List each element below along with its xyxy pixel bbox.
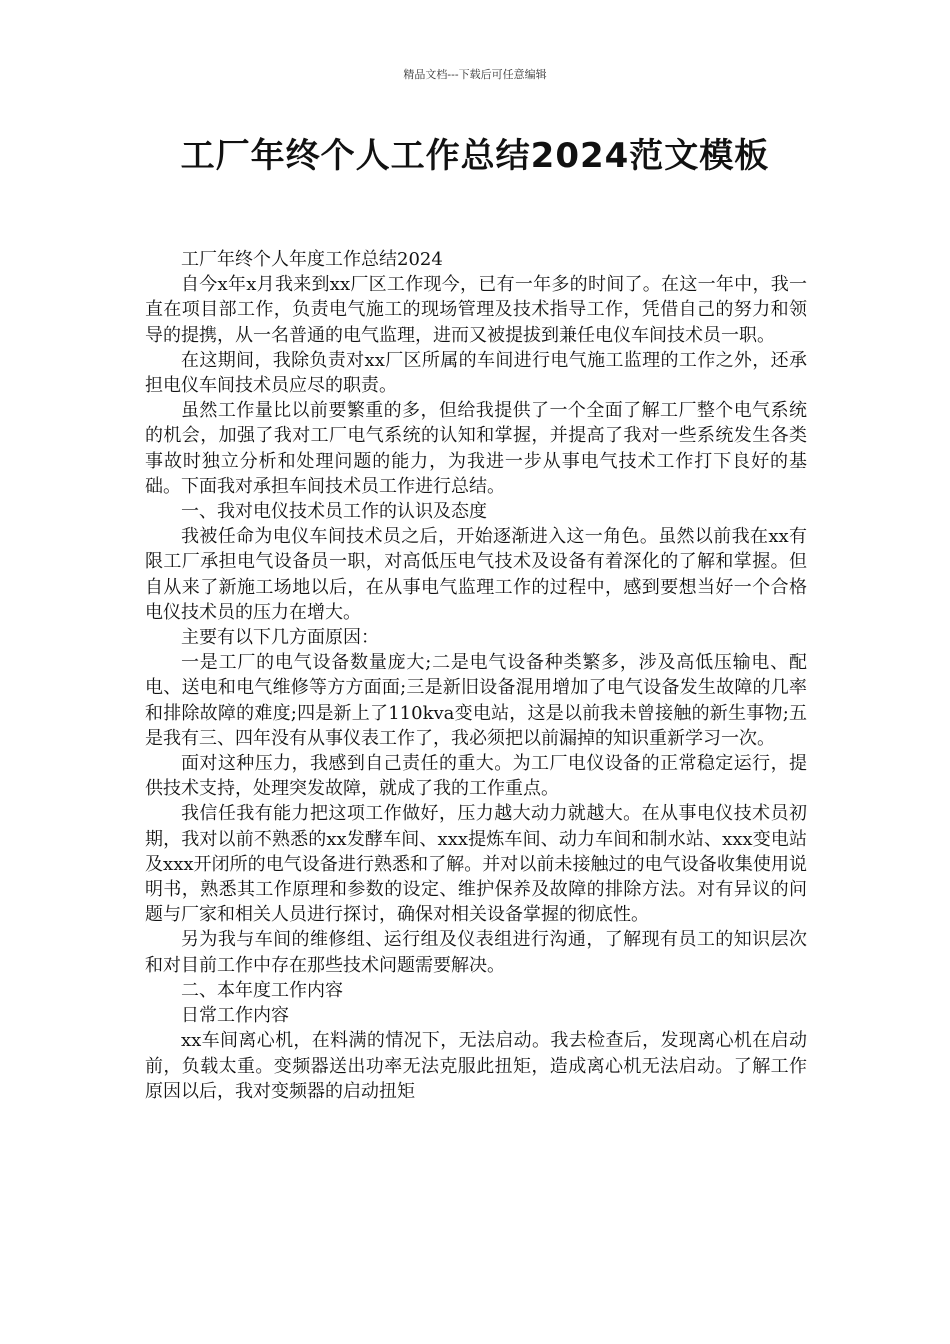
paragraph: 虽然工作量比以前要繁重的多，但给我提供了一个全面了解工厂整个电气系统的机会，加强了我对工厂电气系统的认知和掌握，并提高了我对一些系统发生各类事故时独立分析和处理问题的能力，为我进一步从事电气技术工作打下良好的基础。下面我对承担车间技术员工作进行总结。 bbox=[145, 400, 807, 497]
header-note: 精品文档---下载后可任意编辑 bbox=[403, 68, 547, 81]
paragraph-subtitle: 工厂年终个人年度工作总结2024 bbox=[181, 249, 443, 270]
paragraph: 主要有以下几方面原因： bbox=[181, 627, 379, 649]
section-heading: 二、本年度工作内容 bbox=[181, 979, 343, 1001]
paragraph: xx车间离心机，在料满的情况下，无法启动。我去检查后，发现离心机在启动前，负载太重。变频器送出功率无法克服此扭矩，造成离心机无法启动。了解工作原因以后，我对变频器的启动扭矩 bbox=[145, 1030, 807, 1102]
subsection-heading: 日常工作内容 bbox=[181, 1005, 289, 1027]
paragraph: 一是工厂的电气设备数量庞大;二是电气设备种类繁多，涉及高低压输电、配电、送电和电气维修等方方面面;三是新旧设备混用增加了电气设备发生故障的几率和排除故障的难度;四是新上了110kva变电站，这是以前我未曾接触的新生事物;五是我有三、四年没有从事仪表工作了，我必须把以前漏掉的知识重新学习一次。 bbox=[145, 652, 807, 749]
document-body bbox=[145, 247, 807, 1104]
section-heading: 一、我对电仪技术员工作的认识及态度 bbox=[181, 501, 487, 523]
paragraph: 我信任我有能力把这项工作做好，压力越大动力就越大。在从事电仪技术员初期，我对以前不熟悉的xx发酵车间、xxx提炼车间、动力车间和制水站、xxx变电站及xxx开闭所的电气设备进行熟悉和了解。并对以前未接触过的电气设备收集使用说明书，熟悉其工作原理和参数的设定、维护保养及故障的排除方法。对有异议的问题与厂家和相关人员进行探讨，确保对相关设备掌握的彻底性。 bbox=[145, 803, 807, 926]
paragraph: 另为我与车间的维修组、运行组及仪表组进行沟通，了解现有员工的知识层次和对目前工作中存在那些技术问题需要解决。 bbox=[145, 929, 807, 976]
paragraph: 自今x年x月我来到xx厂区工作现今，已有一年多的时间了。在这一年中，我一直在项目部工作，负责电气施工的现场管理及技术指导工作，凭借自己的努力和领导的提携，从一名普通的电气监理，进而又被提拔到兼任电仪车间技术员一职。 bbox=[145, 274, 807, 346]
document-title: 工厂年终个人工作总结2024范文模板 bbox=[180, 136, 770, 176]
paragraph: 我被任命为电仪车间技术员之后，开始逐渐进入这一角色。虽然以前我在xx有限工厂承担电气设备员一职，对高低压电气技术及设备有着深化的了解和掌握。但自从来了新施工场地以后，在从事电气监理工作的过程中，感到要想当好一个合格电仪技术员的压力在增大。 bbox=[145, 526, 807, 623]
paragraph: 在这期间，我除负责对xx厂区所属的车间进行电气施工监理的工作之外，还承担电仪车间技术员应尽的职责。 bbox=[145, 349, 807, 397]
paragraph: 面对这种压力，我感到自己责任的重大。为工厂电仪设备的正常稳定运行，提供技术支持，处理突发故障，就成了我的工作重点。 bbox=[145, 753, 807, 800]
